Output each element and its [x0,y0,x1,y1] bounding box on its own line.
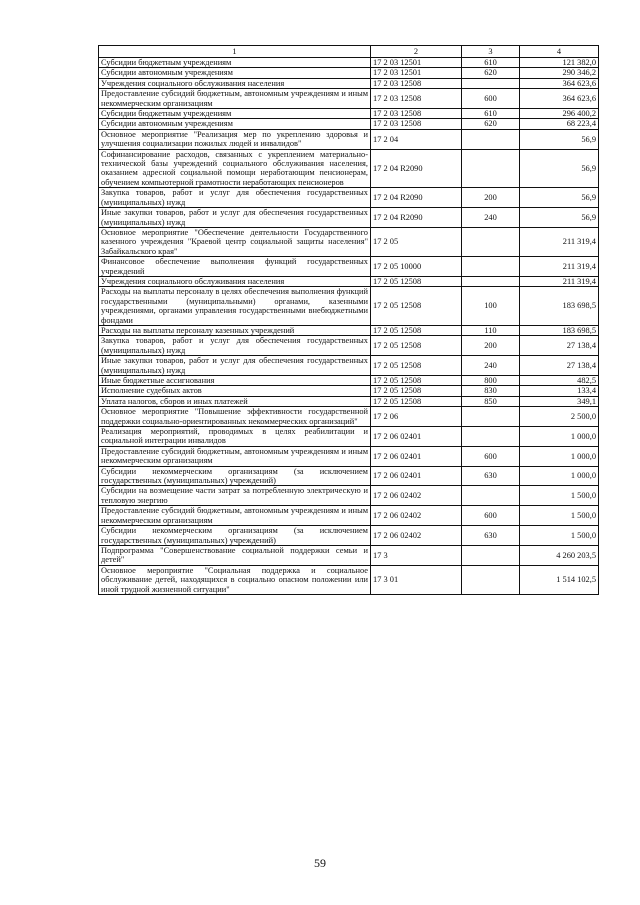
row-amount: 482,5 [520,376,599,386]
row-name: Иные бюджетные ассигнования [99,376,371,386]
row-expense-type: 240 [462,356,520,376]
row-amount: 4 260 203,5 [520,545,599,565]
row-code: 17 2 03 12508 [371,78,462,88]
row-name: Закупка товаров, работ и услуг для обеспечения государственных (муниципальных) нужд [99,188,371,208]
table-row [99,109,599,119]
row-expense-type [462,78,520,88]
row-expense-type [462,565,520,594]
row-expense-type: 630 [462,526,520,546]
row-amount: 1 500,0 [520,506,599,526]
table-row [99,386,599,396]
row-amount: 56,9 [520,149,599,188]
row-name: Основное мероприятие "Реализация мер по укреплению здоровья и улучшения социализации пожилых людей и инвалидов" [99,129,371,149]
row-code: 17 2 03 12508 [371,89,462,109]
row-expense-type: 110 [462,325,520,335]
row-name: Иные закупки товаров, работ и услуг для обеспечения государственных (муниципальных) нужд [99,208,371,228]
row-amount: 211 319,4 [520,276,599,286]
row-code: 17 2 05 10000 [371,257,462,277]
row-expense-type [462,257,520,277]
row-expense-type [462,129,520,149]
budget-table [98,45,599,595]
row-code: 17 2 04 R2090 [371,188,462,208]
table-row [99,526,599,546]
row-code: 17 2 03 12508 [371,119,462,129]
page-number: 59 [314,856,326,870]
row-name: Учреждения социального обслуживания населения [99,276,371,286]
row-expense-type: 200 [462,336,520,356]
row-code: 17 2 05 [371,227,462,256]
table-row [99,119,599,129]
table-row [99,287,599,326]
row-amount: 1 000,0 [520,446,599,466]
table-row [99,68,599,78]
row-expense-type: 200 [462,188,520,208]
row-expense-type: 620 [462,68,520,78]
row-expense-type [462,545,520,565]
row-name: Реализация мероприятий, проводимых в целях реабилитации и социальной интеграции инвалидов [99,427,371,447]
row-code: 17 2 06 02401 [371,466,462,486]
row-name: Субсидии некоммерческим организациям (за исключением государственных (муниципальных) учреждений) [99,526,371,546]
table-row [99,486,599,506]
row-expense-type [462,227,520,256]
row-expense-type [462,276,520,286]
row-code: 17 2 06 02401 [371,427,462,447]
row-name: Иные закупки товаров, работ и услуг для обеспечения государственных (муниципальных) нужд [99,356,371,376]
row-amount: 121 382,0 [520,58,599,68]
row-amount: 56,9 [520,188,599,208]
row-name: Предоставление субсидий бюджетным, автономным учреждениям и иным некоммерческим организациям [99,506,371,526]
table-header-row [99,46,599,58]
row-code: 17 2 05 12508 [371,276,462,286]
table-row [99,396,599,406]
row-code: 17 3 01 [371,565,462,594]
row-amount: 349,1 [520,396,599,406]
row-name: Предоставление субсидий бюджетным, автономным учреждениям и иным некоммерческим организациям [99,446,371,466]
column-header-1: 1 [99,46,371,58]
row-amount: 56,9 [520,208,599,228]
row-amount: 211 319,4 [520,227,599,256]
row-expense-type: 610 [462,58,520,68]
row-code: 17 2 05 12508 [371,386,462,396]
row-code: 17 2 04 R2090 [371,149,462,188]
table-row [99,149,599,188]
row-amount: 1 000,0 [520,427,599,447]
row-code: 17 2 05 12508 [371,376,462,386]
row-name: Основное мероприятие "Повышение эффективности государственной поддержки социально-ориентированных некоммерческих организаций" [99,407,371,427]
row-name: Субсидии автономным учреждениям [99,68,371,78]
row-expense-type [462,427,520,447]
table-row [99,208,599,228]
table-row [99,276,599,286]
row-name: Субсидии бюджетным учреждениям [99,109,371,119]
row-expense-type: 600 [462,89,520,109]
row-name: Основное мероприятие "Обеспечение деятельности Государственного казенного учреждения "Краевой центр социальной защиты населения" Забайкальского края" [99,227,371,256]
row-code: 17 2 06 02402 [371,486,462,506]
row-code: 17 2 06 02402 [371,526,462,546]
row-amount: 56,9 [520,129,599,149]
row-amount: 211 319,4 [520,257,599,277]
table-row [99,466,599,486]
row-amount: 290 346,2 [520,68,599,78]
row-expense-type: 100 [462,287,520,326]
column-header-4: 4 [520,46,599,58]
row-amount: 2 500,0 [520,407,599,427]
row-name: Исполнение судебных актов [99,386,371,396]
row-code: 17 2 06 02401 [371,446,462,466]
row-code: 17 2 05 12508 [371,356,462,376]
row-expense-type [462,149,520,188]
table-row [99,336,599,356]
row-name: Закупка товаров, работ и услуг для обеспечения государственных (муниципальных) нужд [99,336,371,356]
row-amount: 296 400,2 [520,109,599,119]
row-name: Расходы на выплаты персоналу казенных учреждений [99,325,371,335]
row-amount: 133,4 [520,386,599,396]
row-amount: 1 500,0 [520,526,599,546]
row-amount: 364 623,6 [520,89,599,109]
table-row [99,545,599,565]
row-amount: 68 223,4 [520,119,599,129]
table-row [99,376,599,386]
row-expense-type [462,407,520,427]
table-row [99,407,599,427]
row-name: Основное мероприятие "Социальная поддержка и социальное обслуживание детей, находящихся в социально опасном положении или иной трудной жизненной ситуации" [99,565,371,594]
row-code: 17 2 03 12501 [371,68,462,78]
row-name: Субсидии некоммерческим организациям (за исключением государственных (муниципальных) учреждений) [99,466,371,486]
row-code: 17 2 03 12501 [371,58,462,68]
row-amount: 1 000,0 [520,466,599,486]
table-row [99,565,599,594]
row-name: Уплата налогов, сборов и иных платежей [99,396,371,406]
row-expense-type: 850 [462,396,520,406]
row-name: Субсидии автономным учреждениям [99,119,371,129]
column-header-3: 3 [462,46,520,58]
row-code: 17 2 05 12508 [371,336,462,356]
row-code: 17 2 06 [371,407,462,427]
table-row [99,427,599,447]
row-code: 17 2 05 12508 [371,287,462,326]
row-expense-type: 800 [462,376,520,386]
table-row [99,89,599,109]
row-expense-type: 620 [462,119,520,129]
row-amount: 1 514 102,5 [520,565,599,594]
table-row [99,257,599,277]
table-row [99,227,599,256]
row-expense-type: 240 [462,208,520,228]
row-amount: 364 623,6 [520,78,599,88]
row-code: 17 2 04 [371,129,462,149]
row-name: Субсидии бюджетным учреждениям [99,58,371,68]
row-name: Подпрограмма "Совершенствование социальной поддержки семьи и детей" [99,545,371,565]
table-row [99,58,599,68]
row-expense-type: 610 [462,109,520,119]
row-expense-type: 600 [462,446,520,466]
row-code: 17 3 [371,545,462,565]
row-expense-type: 830 [462,386,520,396]
row-code: 17 2 03 12508 [371,109,462,119]
table-row [99,129,599,149]
row-name: Софинансирование расходов, связанных с укреплением материально-технической базы учреждений социального обслуживания населения, оказанием адресной социальной помощи неработающим пенсионерам, обучением компьютерной грамотности неработающих пенсионеров [99,149,371,188]
column-header-2: 2 [371,46,462,58]
row-amount: 183 698,5 [520,325,599,335]
row-amount: 1 500,0 [520,486,599,506]
table-row [99,78,599,88]
row-name: Субсидии на возмещение части затрат за потребленную электрическую и тепловую энергию [99,486,371,506]
row-amount: 27 138,4 [520,336,599,356]
row-expense-type: 630 [462,466,520,486]
table-row [99,506,599,526]
table-row [99,188,599,208]
row-amount: 183 698,5 [520,287,599,326]
row-amount: 27 138,4 [520,356,599,376]
row-code: 17 2 05 12508 [371,396,462,406]
row-code: 17 2 05 12508 [371,325,462,335]
row-name: Учреждения социального обслуживания населения [99,78,371,88]
row-name: Предоставление субсидий бюджетным, автономным учреждениям и иным некоммерческим организациям [99,89,371,109]
row-name: Финансовое обеспечение выполнения функций государственных учреждений [99,257,371,277]
row-expense-type [462,486,520,506]
row-code: 17 2 06 02402 [371,506,462,526]
table-row [99,446,599,466]
table-row [99,356,599,376]
table-row [99,325,599,335]
row-code: 17 2 04 R2090 [371,208,462,228]
row-expense-type: 600 [462,506,520,526]
row-name: Расходы на выплаты персоналу в целях обеспечения выполнения функций государственными (муниципальными) органами, казенными учреждениями, органами управления государственными внебюджетными фондами [99,287,371,326]
